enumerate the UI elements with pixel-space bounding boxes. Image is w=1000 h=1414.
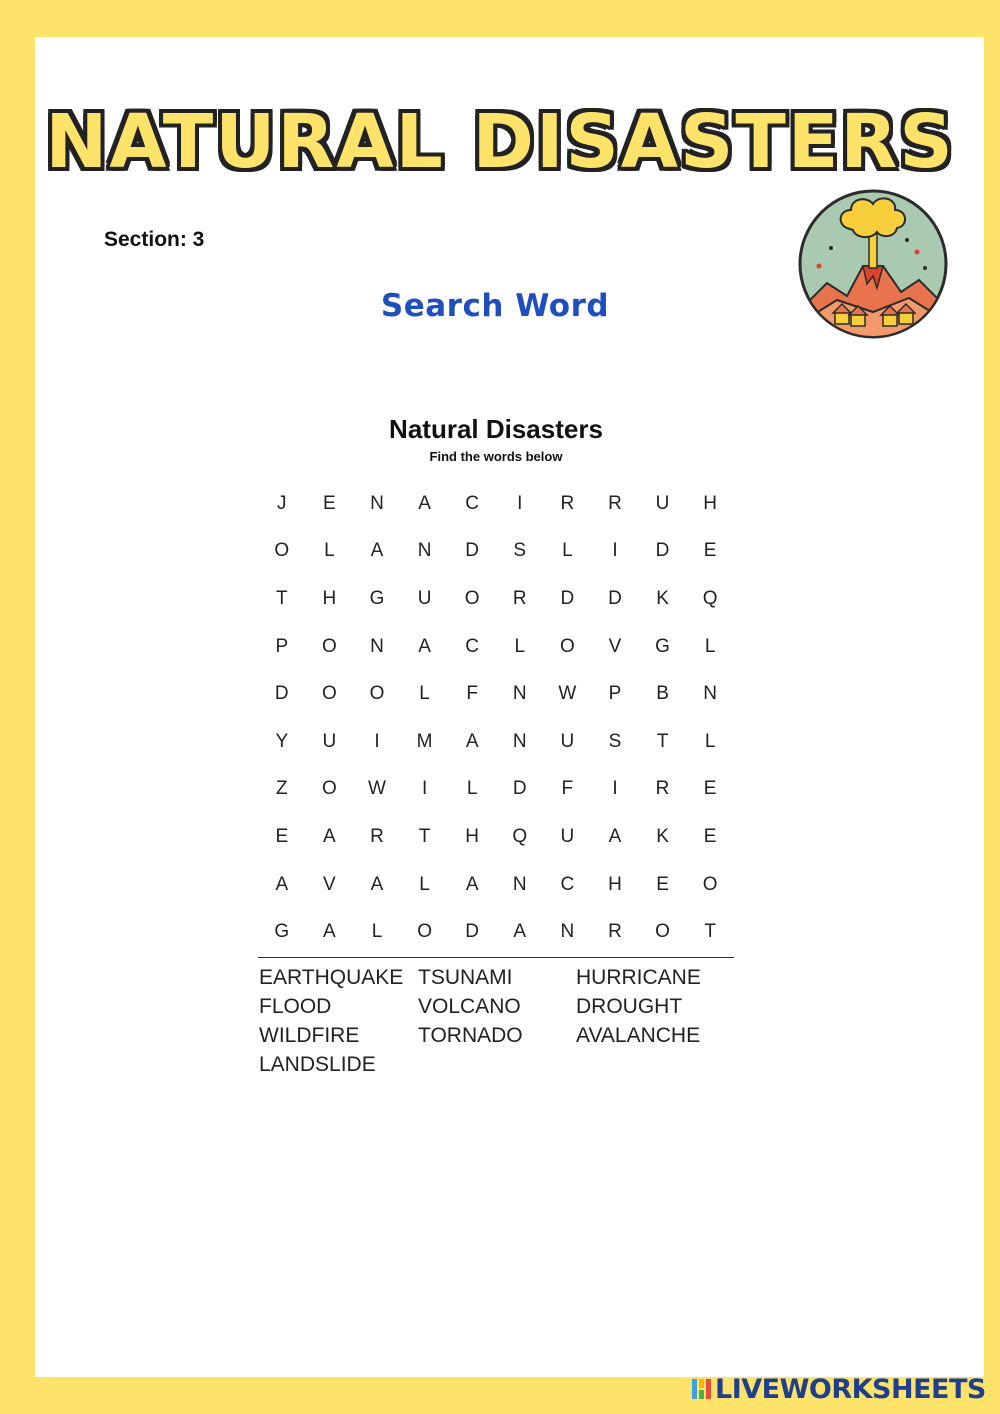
grid-letter[interactable]: R bbox=[608, 492, 622, 514]
grid-letter[interactable]: L bbox=[704, 730, 716, 752]
word-list bbox=[259, 963, 739, 1079]
grid-letter[interactable]: N bbox=[703, 683, 717, 705]
grid-letter[interactable]: L bbox=[704, 635, 716, 657]
grid-letter[interactable]: E bbox=[656, 873, 669, 895]
grid-letter[interactable]: C bbox=[560, 873, 575, 895]
grid-letter[interactable]: Z bbox=[275, 778, 288, 800]
grid-row bbox=[258, 528, 734, 576]
grid-letter[interactable]: N bbox=[560, 921, 575, 943]
grid-letter[interactable]: C bbox=[465, 635, 480, 657]
grid-letter[interactable]: Q bbox=[702, 587, 718, 609]
letter-grid bbox=[258, 480, 734, 956]
grid-letter[interactable]: N bbox=[370, 492, 384, 514]
word-item: FLOOD bbox=[259, 995, 332, 1018]
grid-letter[interactable]: A bbox=[608, 825, 622, 847]
grid-letter[interactable]: M bbox=[416, 730, 433, 752]
grid-letter[interactable]: L bbox=[324, 540, 335, 562]
grid-letter[interactable]: O bbox=[655, 921, 670, 943]
grid-letter[interactable]: E bbox=[323, 492, 336, 514]
grid-letter[interactable]: W bbox=[368, 778, 386, 800]
word-item: TSUNAMI bbox=[418, 966, 513, 989]
grid-letter[interactable]: S bbox=[513, 540, 527, 562]
grid-letter[interactable]: P bbox=[608, 683, 622, 705]
grid-letter[interactable]: R bbox=[655, 778, 670, 800]
section-label: Section: 3 bbox=[104, 228, 205, 251]
grid-letter[interactable]: R bbox=[560, 492, 575, 514]
grid-letter[interactable]: N bbox=[370, 635, 384, 657]
grid-letter[interactable]: O bbox=[369, 683, 385, 705]
grid-letter[interactable]: R bbox=[608, 921, 622, 943]
grid-row bbox=[258, 908, 734, 956]
grid-letter[interactable]: E bbox=[703, 825, 717, 847]
word-item: LANDSLIDE bbox=[259, 1053, 376, 1076]
grid-letter[interactable]: K bbox=[656, 825, 669, 847]
worksheet-title: Natural Disasters bbox=[389, 414, 603, 444]
grid-letter[interactable]: D bbox=[560, 587, 575, 609]
grid-letter[interactable]: U bbox=[417, 587, 432, 609]
grid-letter[interactable]: D bbox=[512, 778, 527, 800]
grid-letter[interactable]: V bbox=[608, 635, 622, 657]
grid-letter[interactable]: A bbox=[465, 873, 479, 895]
grid-letter[interactable]: L bbox=[562, 540, 573, 562]
divider bbox=[258, 957, 734, 958]
grid-letter[interactable]: O bbox=[322, 778, 337, 800]
grid-letter[interactable]: F bbox=[561, 778, 574, 800]
grid-letter[interactable]: Y bbox=[275, 730, 289, 752]
grid-letter[interactable]: N bbox=[512, 730, 527, 752]
grid-letter[interactable]: A bbox=[370, 540, 384, 562]
grid-letter[interactable]: R bbox=[512, 587, 527, 609]
grid-letter[interactable]: O bbox=[559, 635, 575, 657]
volcano-eruption-icon bbox=[797, 188, 949, 340]
grid-letter[interactable]: W bbox=[558, 683, 577, 705]
word-item: EARTHQUAKE bbox=[259, 966, 404, 989]
grid-letter[interactable]: D bbox=[465, 921, 480, 943]
word-item: VOLCANO bbox=[418, 995, 521, 1018]
grid-letter[interactable]: A bbox=[418, 635, 431, 657]
grid-letter[interactable]: O bbox=[464, 587, 480, 609]
grid-letter[interactable]: U bbox=[560, 825, 575, 847]
grid-letter[interactable]: R bbox=[370, 825, 384, 847]
grid-letter[interactable]: L bbox=[419, 683, 430, 705]
grid-letter[interactable]: L bbox=[419, 873, 430, 895]
grid-letter[interactable]: E bbox=[703, 540, 717, 562]
grid-letter[interactable]: S bbox=[608, 730, 622, 752]
grid-letter[interactable]: D bbox=[655, 540, 670, 562]
grid-letter[interactable]: E bbox=[703, 778, 717, 800]
grid-letter[interactable]: H bbox=[465, 825, 480, 847]
grid-letter[interactable]: U bbox=[560, 730, 575, 752]
grid-letter[interactable]: O bbox=[322, 635, 337, 657]
grid-letter[interactable]: I bbox=[421, 778, 428, 800]
grid-letter[interactable]: L bbox=[514, 635, 526, 657]
grid-letter[interactable]: A bbox=[418, 492, 431, 514]
grid-letter[interactable]: A bbox=[370, 873, 384, 895]
grid-letter[interactable]: N bbox=[512, 873, 527, 895]
page-title: NATURAL DISASTERS bbox=[45, 99, 955, 185]
grid-letter[interactable]: D bbox=[274, 683, 289, 705]
grid-letter[interactable]: I bbox=[612, 540, 618, 562]
grid-letter[interactable]: A bbox=[465, 730, 479, 752]
grid-letter[interactable]: U bbox=[655, 492, 670, 514]
grid-letter[interactable]: Q bbox=[512, 825, 528, 847]
grid-row bbox=[258, 575, 734, 623]
grid-letter[interactable]: P bbox=[275, 635, 289, 657]
grid-letter[interactable]: F bbox=[466, 683, 478, 705]
grid-letter[interactable]: H bbox=[703, 492, 717, 514]
grid-letter[interactable]: A bbox=[323, 825, 336, 847]
grid-letter[interactable]: O bbox=[417, 921, 432, 943]
grid-letter[interactable]: A bbox=[275, 873, 289, 895]
grid-row bbox=[258, 670, 734, 718]
grid-letter[interactable]: I bbox=[374, 730, 380, 752]
grid-row bbox=[258, 813, 734, 861]
grid-letter[interactable]: D bbox=[465, 540, 480, 562]
grid-letter[interactable]: E bbox=[275, 825, 289, 847]
liveworksheets-brand[interactable] bbox=[692, 1372, 986, 1406]
grid-letter[interactable]: V bbox=[323, 873, 336, 895]
grid-letter[interactable]: A bbox=[323, 921, 336, 943]
grid-letter[interactable]: B bbox=[656, 683, 669, 705]
grid-letter[interactable]: U bbox=[322, 730, 337, 752]
grid-row bbox=[258, 861, 734, 909]
worksheet-instructions: Find the words below bbox=[429, 449, 563, 464]
grid-letter[interactable]: L bbox=[371, 921, 383, 943]
word-item: WILDFIRE bbox=[259, 1024, 360, 1047]
grid-letter[interactable]: T bbox=[275, 587, 288, 609]
grid-letter[interactable]: H bbox=[322, 587, 337, 609]
grid-letter[interactable]: G bbox=[369, 587, 385, 609]
grid-letter[interactable]: O bbox=[702, 873, 718, 895]
grid-row bbox=[258, 766, 734, 814]
brand-text: LIVEWORKSHEETS bbox=[715, 1373, 986, 1405]
grid-letter[interactable]: T bbox=[656, 730, 669, 752]
grid-letter[interactable]: T bbox=[418, 825, 431, 847]
grid-letter[interactable]: G bbox=[655, 635, 670, 657]
grid-letter[interactable]: N bbox=[417, 540, 432, 562]
grid-letter[interactable]: N bbox=[512, 683, 527, 705]
grid-letter[interactable]: C bbox=[465, 492, 480, 514]
grid-letter[interactable]: O bbox=[274, 540, 290, 562]
grid-letter[interactable]: I bbox=[612, 778, 618, 800]
grid-letter[interactable]: H bbox=[608, 873, 622, 895]
grid-letter[interactable]: J bbox=[277, 492, 287, 514]
grid-row bbox=[258, 718, 734, 766]
grid-letter[interactable]: K bbox=[656, 587, 669, 609]
word-item: HURRICANE bbox=[576, 966, 701, 989]
subtitle: Search Word bbox=[380, 288, 610, 324]
word-item: DROUGHT bbox=[576, 995, 683, 1018]
grid-letter[interactable]: T bbox=[704, 921, 716, 943]
grid-row bbox=[258, 480, 734, 528]
grid-letter[interactable]: G bbox=[274, 921, 290, 943]
grid-letter[interactable]: O bbox=[322, 683, 337, 705]
grid-row bbox=[258, 623, 734, 671]
grid-letter[interactable]: D bbox=[608, 587, 622, 609]
grid-letter[interactable]: L bbox=[466, 778, 478, 800]
grid-letter[interactable]: I bbox=[517, 492, 523, 514]
word-item: TORNADO bbox=[418, 1024, 523, 1047]
grid-letter[interactable]: A bbox=[513, 921, 527, 943]
liveworksheets-logo-icon bbox=[692, 1377, 712, 1401]
word-item: AVALANCHE bbox=[576, 1024, 701, 1047]
